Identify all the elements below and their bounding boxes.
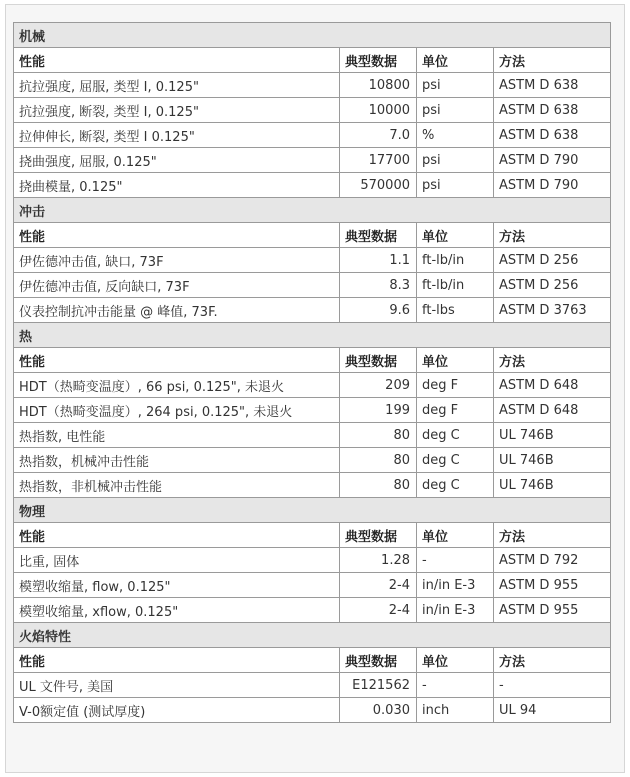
- property-cell: 热指数，非机械冲击性能: [14, 473, 340, 498]
- method-cell: ASTM D 638: [494, 73, 611, 98]
- method-cell: ASTM D 648: [494, 373, 611, 398]
- table-row: [14, 73, 611, 98]
- property-cell: 仪表控制抗冲击能量 @ 峰值, 73F.: [14, 298, 340, 323]
- section-title: 冲击: [14, 198, 611, 223]
- unit-cell: -: [417, 548, 494, 573]
- section-title: 火焰特性: [14, 623, 611, 648]
- table-row: [14, 98, 611, 123]
- unit-cell: deg C: [417, 423, 494, 448]
- method-cell: ASTM D 648: [494, 398, 611, 423]
- value-cell: 1.1: [340, 248, 417, 273]
- value-cell: 10800: [340, 73, 417, 98]
- value-cell: 570000: [340, 173, 417, 198]
- property-cell: 抗拉强度, 断裂, 类型 I, 0.125": [14, 98, 340, 123]
- table-row: [14, 373, 611, 398]
- method-cell: ASTM D 790: [494, 148, 611, 173]
- property-cell: 热指数, 电性能: [14, 423, 340, 448]
- table-row: [14, 573, 611, 598]
- table-row: [14, 548, 611, 573]
- column-header-row: [14, 348, 611, 373]
- header-property: 性能: [14, 48, 340, 73]
- method-cell: ASTM D 955: [494, 598, 611, 623]
- value-cell: 1.28: [340, 548, 417, 573]
- unit-cell: psi: [417, 148, 494, 173]
- table-row: [14, 298, 611, 323]
- value-cell: 9.6: [340, 298, 417, 323]
- method-cell: ASTM D 638: [494, 98, 611, 123]
- property-cell: 模塑收缩量, xflow, 0.125": [14, 598, 340, 623]
- property-cell: 模塑收缩量, flow, 0.125": [14, 573, 340, 598]
- header-unit: 单位: [417, 648, 494, 673]
- header-unit: 单位: [417, 48, 494, 73]
- property-table: [13, 22, 611, 723]
- method-cell: ASTM D 3763: [494, 298, 611, 323]
- unit-cell: in/in E-3: [417, 598, 494, 623]
- header-method: 方法: [494, 523, 611, 548]
- section-title: 物理: [14, 498, 611, 523]
- method-cell: UL 746B: [494, 448, 611, 473]
- unit-cell: psi: [417, 98, 494, 123]
- section-row: [14, 198, 611, 223]
- property-cell: 挠曲模量, 0.125": [14, 173, 340, 198]
- section-row: [14, 623, 611, 648]
- value-cell: 80: [340, 448, 417, 473]
- header-method: 方法: [494, 48, 611, 73]
- property-cell: 比重, 固体: [14, 548, 340, 573]
- value-cell: 2-4: [340, 573, 417, 598]
- table-row: [14, 273, 611, 298]
- header-value: 典型数据: [340, 223, 417, 248]
- property-cell: HDT（热畸变温度）, 66 psi, 0.125", 未退火: [14, 373, 340, 398]
- method-cell: UL 746B: [494, 423, 611, 448]
- header-property: 性能: [14, 223, 340, 248]
- unit-cell: deg F: [417, 373, 494, 398]
- table-row: [14, 248, 611, 273]
- section-title: 热: [14, 323, 611, 348]
- value-cell: 80: [340, 473, 417, 498]
- header-value: 典型数据: [340, 348, 417, 373]
- section-row: [14, 498, 611, 523]
- table-row: [14, 398, 611, 423]
- header-value: 典型数据: [340, 523, 417, 548]
- method-cell: ASTM D 256: [494, 273, 611, 298]
- unit-cell: -: [417, 673, 494, 698]
- table-row: [14, 173, 611, 198]
- table-row: [14, 598, 611, 623]
- section-row: [14, 323, 611, 348]
- table-row: [14, 698, 611, 723]
- unit-cell: deg F: [417, 398, 494, 423]
- value-cell: 80: [340, 423, 417, 448]
- method-cell: UL 746B: [494, 473, 611, 498]
- section-row: [14, 23, 611, 48]
- property-cell: 拉伸伸长, 断裂, 类型 I 0.125": [14, 123, 340, 148]
- column-header-row: [14, 223, 611, 248]
- method-cell: ASTM D 792: [494, 548, 611, 573]
- table-row: [14, 123, 611, 148]
- unit-cell: ft-lb/in: [417, 273, 494, 298]
- unit-cell: deg C: [417, 448, 494, 473]
- value-cell: 8.3: [340, 273, 417, 298]
- unit-cell: ft-lbs: [417, 298, 494, 323]
- table-row: [14, 423, 611, 448]
- method-cell: ASTM D 256: [494, 248, 611, 273]
- value-cell: E121562: [340, 673, 417, 698]
- header-method: 方法: [494, 223, 611, 248]
- property-cell: UL 文件号, 美国: [14, 673, 340, 698]
- value-cell: 2-4: [340, 598, 417, 623]
- header-property: 性能: [14, 648, 340, 673]
- header-value: 典型数据: [340, 48, 417, 73]
- header-unit: 单位: [417, 223, 494, 248]
- unit-cell: psi: [417, 173, 494, 198]
- value-cell: 199: [340, 398, 417, 423]
- unit-cell: in/in E-3: [417, 573, 494, 598]
- table-row: [14, 473, 611, 498]
- header-method: 方法: [494, 648, 611, 673]
- header-property: 性能: [14, 523, 340, 548]
- column-header-row: [14, 523, 611, 548]
- property-cell: 挠曲强度, 屈服, 0.125": [14, 148, 340, 173]
- value-cell: 209: [340, 373, 417, 398]
- header-value: 典型数据: [340, 648, 417, 673]
- method-cell: ASTM D 955: [494, 573, 611, 598]
- table-row: [14, 448, 611, 473]
- unit-cell: ft-lb/in: [417, 248, 494, 273]
- property-cell: HDT（热畸变温度）, 264 psi, 0.125", 未退火: [14, 398, 340, 423]
- header-unit: 单位: [417, 523, 494, 548]
- unit-cell: deg C: [417, 473, 494, 498]
- column-header-row: [14, 648, 611, 673]
- property-cell: 伊佐德冲击值, 反向缺口, 73F: [14, 273, 340, 298]
- table-row: [14, 673, 611, 698]
- table-row: [14, 148, 611, 173]
- column-header-row: [14, 48, 611, 73]
- method-cell: -: [494, 673, 611, 698]
- header-unit: 单位: [417, 348, 494, 373]
- property-cell: 抗拉强度, 屈服, 类型 I, 0.125": [14, 73, 340, 98]
- property-cell: 热指数，机械冲击性能: [14, 448, 340, 473]
- method-cell: ASTM D 638: [494, 123, 611, 148]
- section-title: 机械: [14, 23, 611, 48]
- value-cell: 7.0: [340, 123, 417, 148]
- value-cell: 17700: [340, 148, 417, 173]
- unit-cell: %: [417, 123, 494, 148]
- unit-cell: psi: [417, 73, 494, 98]
- value-cell: 0.030: [340, 698, 417, 723]
- property-cell: V-0额定值 (测试厚度): [14, 698, 340, 723]
- method-cell: ASTM D 790: [494, 173, 611, 198]
- method-cell: UL 94: [494, 698, 611, 723]
- header-property: 性能: [14, 348, 340, 373]
- header-method: 方法: [494, 348, 611, 373]
- value-cell: 10000: [340, 98, 417, 123]
- property-cell: 伊佐德冲击值, 缺口, 73F: [14, 248, 340, 273]
- unit-cell: inch: [417, 698, 494, 723]
